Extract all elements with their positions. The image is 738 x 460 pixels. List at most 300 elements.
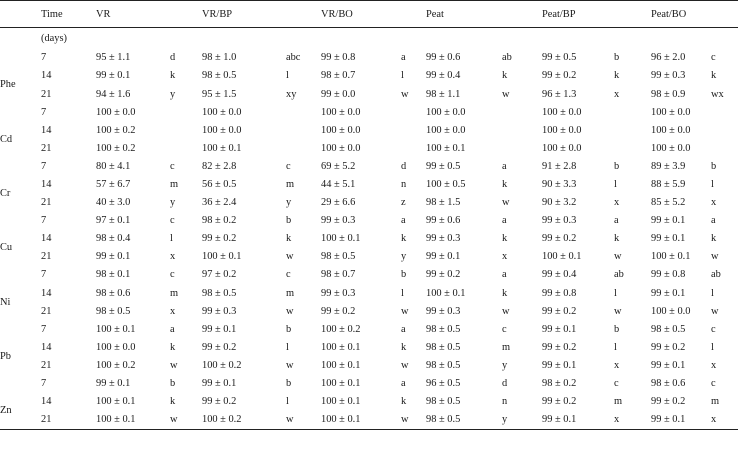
table-row (0, 393, 738, 411)
cell-peat-bp-value: 100 ± 0.0 (542, 142, 582, 154)
cell-peat-letter: y (502, 359, 508, 371)
metal-cell-empty (0, 50, 41, 68)
cell-peat-bp-value: 90 ± 3.3 (542, 179, 577, 190)
cell-vr-bo-letter: a (401, 378, 406, 390)
cell-peat-bp-letter: a (614, 215, 619, 227)
cell-time: 21 (41, 411, 96, 429)
cell-peat-bp-value: 96 ± 1.3 (542, 88, 577, 100)
cell-vr-bp-value: 100 ± 0.0 (202, 106, 242, 118)
cell-vr-value: 97 ± 0.1 (96, 215, 131, 227)
cell-peat-bo-letter: a (711, 215, 716, 227)
cell-peat-value: 99 ± 0.6 (426, 52, 461, 64)
cell-vr-bo-value: 99 ± 0.3 (321, 215, 356, 227)
cell-vr-value: 99 ± 0.1 (96, 70, 131, 82)
cell-peat-bo-letter: k (711, 233, 717, 245)
cell-peat-letter: k (502, 287, 508, 299)
table-row (0, 212, 738, 230)
table-row (0, 194, 738, 212)
cell-vr-bo-value: 98 ± 0.7 (321, 70, 356, 82)
cell-peat-bp-letter: b (614, 323, 620, 335)
cell-vr-bo-letter: d (401, 160, 407, 172)
cell-peat-value: 98 ± 1.5 (426, 197, 461, 209)
cell-peat-value: 99 ± 0.6 (426, 215, 461, 227)
cell-peat-bo-letter: l (711, 287, 714, 299)
cell-vr-value: 40 ± 3.0 (96, 197, 131, 209)
cell-peat-value: 99 ± 0.1 (426, 251, 461, 263)
cell-time: 14 (41, 287, 52, 299)
cell-vr-bp-letter: abc (286, 52, 301, 64)
cell-vr-bp-letter: xy (286, 88, 297, 100)
cell-peat-bo-letter: c (711, 323, 716, 335)
table-row (0, 176, 738, 194)
cell-peat-bo-value: 100 ± 0.0 (651, 106, 691, 118)
table-row (0, 411, 738, 429)
cell-time: 7 (41, 378, 47, 390)
cell-peat-bo-value: 99 ± 0.1 (651, 411, 711, 429)
cell-vr-bo-value: 99 ± 0.8 (321, 52, 356, 64)
cell-peat-letter: k (502, 70, 508, 82)
cell-peat-letter: c (502, 323, 507, 335)
metal-cell-empty (0, 375, 41, 393)
cell-vr-bp-letter: w (286, 251, 294, 263)
cell-peat-bo-letter: m (711, 396, 720, 408)
cell-peat-bp-value: 99 ± 0.1 (542, 359, 577, 371)
cell-peat-bo-value: 89 ± 3.9 (651, 160, 686, 172)
cell-peat-bp-letter: k (614, 70, 620, 82)
cell-peat-bo-value: 100 ± 0.0 (651, 124, 691, 136)
cell-vr-bp-value: 100 ± 0.1 (202, 142, 242, 154)
cell-peat-bo-letter: k (711, 70, 717, 82)
header-peat-letter (502, 1, 542, 28)
metal-label (0, 122, 41, 145)
cell-vr-bp-value: 82 ± 2.8 (202, 160, 237, 172)
cell-peat-bo-value: 88 ± 5.9 (651, 179, 686, 190)
cell-peat-bo-letter (711, 140, 738, 158)
cell-peat-bo-letter: x (711, 411, 738, 429)
cell-vr-bp-letter: w (286, 305, 294, 317)
cell-vr-letter: y (170, 88, 176, 100)
cell-vr-bp-letter: w (286, 359, 294, 371)
cell-peat-bp-letter: x (614, 197, 620, 209)
cell-vr-bp-letter: m (286, 287, 295, 299)
metal-cell-empty (0, 321, 41, 339)
cell-vr-bo-value: 100 ± 0.1 (321, 359, 361, 371)
cell-time: 7 (41, 52, 47, 64)
cell-time: 21 (41, 142, 52, 154)
metal-label (0, 230, 41, 254)
cell-vr-value: 100 ± 0.1 (96, 396, 136, 408)
cell-vr-bp-value: 95 ± 1.5 (202, 88, 237, 100)
cell-peat-bo-value: 99 ± 0.2 (651, 341, 686, 353)
cell-vr-bp-value: 99 ± 0.1 (202, 323, 237, 335)
cell-vr-bo-letter: w (401, 359, 409, 371)
cell-peat-bp-value: 91 ± 2.8 (542, 160, 577, 172)
cell-vr-bp-value: 99 ± 0.3 (202, 305, 237, 317)
cell-time: 7 (41, 323, 47, 335)
metal-label (0, 68, 41, 91)
table-row (0, 249, 738, 267)
cell-peat-bo-value: 100 ± 0.0 (651, 305, 691, 317)
cell-peat-value: 99 ± 0.2 (426, 269, 461, 281)
cell-vr-bo-letter (401, 122, 426, 140)
cell-peat-bo-letter: b (711, 160, 717, 172)
header-peat-bp: Peat/BP (542, 1, 614, 28)
cell-vr-letter (170, 122, 202, 140)
cell-vr-bp-value: 98 ± 0.2 (202, 215, 237, 227)
cell-vr-bp-value: 100 ± 0.0 (202, 124, 242, 136)
header-peat-bo-letter (711, 1, 738, 28)
cell-peat-bo-value: 99 ± 0.1 (651, 215, 686, 227)
cell-peat-value: 99 ± 0.3 (426, 305, 461, 317)
cell-vr-bo-value: 100 ± 0.1 (321, 411, 401, 429)
cell-peat-bp-letter: x (614, 88, 620, 100)
cell-vr-value: 100 ± 0.0 (96, 106, 136, 118)
cell-peat-bp-letter: l (614, 287, 617, 299)
cell-vr-bp-value: 100 ± 0.2 (202, 411, 286, 429)
cell-peat-bp-value: 100 ± 0.1 (542, 251, 582, 263)
cell-peat-bp-value: 90 ± 3.2 (542, 197, 577, 209)
cell-vr-letter: x (170, 251, 176, 263)
cell-vr-bp-value: 36 ± 2.4 (202, 197, 237, 209)
cell-time: 14 (41, 124, 52, 136)
cell-peat-value: 98 ± 0.5 (426, 411, 502, 429)
cell-peat-bo-value: 98 ± 0.6 (651, 378, 686, 390)
cell-vr-bo-value: 100 ± 0.1 (321, 341, 361, 353)
cell-vr-bp-value: 99 ± 0.2 (202, 396, 237, 408)
cell-peat-value: 100 ± 0.5 (426, 179, 466, 190)
cell-vr-bp-value: 99 ± 0.2 (202, 341, 237, 353)
cell-vr-bo-letter (401, 140, 426, 158)
cell-peat-bo-letter: x (711, 359, 717, 371)
cell-peat-letter (502, 140, 542, 158)
cell-peat-bo-letter (711, 104, 738, 122)
cell-peat-bp-letter: x (614, 411, 651, 429)
cell-peat-bo-value: 100 ± 0.1 (651, 251, 691, 263)
cell-vr-letter: c (170, 215, 175, 227)
cell-vr-letter: y (170, 197, 176, 209)
cell-vr-bp-value: 100 ± 0.1 (202, 251, 242, 263)
metal-cell-empty (0, 212, 41, 230)
cell-vr-letter: w (170, 411, 202, 429)
table-row (0, 230, 738, 248)
cell-vr-bp-value: 97 ± 0.2 (202, 269, 237, 281)
cell-vr-bo-value: 99 ± 0.3 (321, 287, 356, 299)
cell-vr-bo-value: 98 ± 0.7 (321, 269, 356, 281)
header-vr-bp-letter (286, 1, 321, 28)
cell-vr-letter: c (170, 269, 175, 281)
cell-peat-bp-letter (614, 140, 651, 158)
metal-label-text: Phe (0, 79, 16, 91)
cell-vr-letter: k (170, 396, 176, 408)
metal-label-text: Cu (0, 242, 13, 254)
cell-vr-bp-letter: c (286, 269, 291, 281)
cell-peat-value: 100 ± 0.0 (426, 106, 466, 118)
table-row (0, 68, 738, 86)
cell-peat-bp-value: 99 ± 0.2 (542, 396, 577, 408)
cell-vr-bp-letter (286, 140, 321, 158)
cell-vr-bo-value: 100 ± 0.0 (321, 106, 361, 118)
cell-vr-bo-letter: k (401, 233, 407, 245)
cell-time: 21 (41, 305, 52, 317)
cell-vr-bo-value: 29 ± 6.6 (321, 197, 356, 209)
cell-vr-bo-letter: k (401, 341, 407, 353)
cell-vr-bp-letter: b (286, 215, 292, 227)
cell-peat-bp-letter (614, 122, 651, 140)
cell-peat-bo-letter: x (711, 197, 717, 209)
cell-peat-value: 99 ± 0.3 (426, 233, 461, 245)
table-row (0, 50, 738, 68)
cell-vr-letter: k (170, 341, 176, 353)
cell-peat-bo-letter (711, 122, 738, 140)
cell-peat-bo-value: 99 ± 0.2 (651, 396, 686, 408)
cell-vr-bp-value: 100 ± 0.2 (202, 359, 242, 371)
cell-vr-bo-value: 99 ± 0.2 (321, 305, 356, 317)
cell-peat-bp-value: 99 ± 0.4 (542, 269, 577, 281)
cell-peat-value: 100 ± 0.0 (426, 124, 466, 136)
cell-vr-bo-letter: l (401, 287, 404, 299)
metal-label-text: Ni (0, 296, 11, 308)
cell-vr-bo-letter: n (401, 179, 407, 190)
metal-label-text: Zn (0, 405, 12, 417)
cell-peat-letter: ab (502, 52, 512, 64)
cell-vr-value: 99 ± 0.1 (96, 378, 131, 390)
table-row (0, 375, 738, 393)
cell-vr-bo-letter: y (401, 251, 407, 263)
cell-peat-value: 98 ± 1.1 (426, 88, 461, 100)
table-row (0, 303, 738, 321)
cell-peat-bp-letter: w (614, 305, 622, 317)
cell-peat-bo-letter: c (711, 378, 716, 390)
cell-peat-bp-value: 98 ± 0.2 (542, 378, 577, 390)
cell-peat-bp-letter: ab (614, 269, 624, 281)
table-row (0, 86, 738, 104)
cell-vr-letter: k (170, 70, 176, 82)
cell-peat-bp-letter: m (614, 396, 623, 408)
cell-vr-value: 100 ± 0.0 (96, 341, 136, 353)
table-row (0, 321, 738, 339)
cell-vr-value: 95 ± 1.1 (96, 52, 131, 64)
cell-vr-bo-letter: a (401, 323, 406, 335)
unit-row-spacer (96, 28, 738, 50)
cell-vr-bo-letter: k (401, 396, 407, 408)
cell-peat-bo-value: 98 ± 0.9 (651, 88, 686, 100)
unit-row (0, 28, 738, 50)
cell-vr-value: 80 ± 4.1 (96, 160, 131, 172)
cell-peat-value: 99 ± 0.4 (426, 70, 461, 82)
cell-peat-bp-value: 100 ± 0.0 (542, 106, 582, 118)
header-vr-bo-letter (401, 1, 426, 28)
metal-label (0, 285, 41, 308)
cell-time: 14 (41, 179, 52, 190)
cell-vr-bo-value: 100 ± 0.1 (321, 378, 361, 390)
header-metal (0, 1, 41, 28)
cell-peat-letter: m (502, 341, 511, 353)
cell-time: 7 (41, 215, 47, 227)
cell-peat-bo-letter: wx (711, 88, 724, 100)
cell-peat-bo-value: 98 ± 0.5 (651, 323, 686, 335)
cell-vr-bp-letter: w (286, 411, 321, 429)
cell-peat-value: 100 ± 0.1 (426, 287, 466, 299)
table-row (0, 158, 738, 176)
cell-vr-letter: m (170, 179, 179, 190)
cell-vr-bp-value: 99 ± 0.2 (202, 233, 237, 245)
cell-peat-bp-value: 99 ± 0.2 (542, 70, 577, 82)
cell-vr-value: 98 ± 0.4 (96, 233, 131, 245)
cell-vr-bo-letter: w (401, 305, 409, 317)
cell-peat-value: 99 ± 0.5 (426, 160, 461, 172)
cell-vr-value: 100 ± 0.1 (96, 323, 136, 335)
cell-peat-letter: w (502, 197, 510, 209)
cell-vr-value: 94 ± 1.6 (96, 88, 131, 100)
metal-cell-empty (0, 158, 41, 176)
cell-vr-bp-letter: b (286, 323, 292, 335)
cell-vr-bo-letter: z (401, 197, 406, 209)
header-row (0, 1, 738, 28)
cell-peat-bp-letter: c (614, 378, 619, 390)
cell-peat-letter (502, 122, 542, 140)
cell-time: 14 (41, 233, 52, 245)
cell-peat-bp-letter: w (614, 251, 622, 263)
cell-vr-bo-letter: b (401, 269, 407, 281)
cell-vr-bp-letter: l (286, 396, 289, 408)
cell-peat-bo-letter: l (711, 179, 714, 190)
cell-time: 14 (41, 396, 52, 408)
cell-peat-bo-value: 96 ± 2.0 (651, 52, 686, 64)
header-peat: Peat (426, 1, 502, 28)
cell-peat-bp-value: 99 ± 0.2 (542, 233, 577, 245)
cell-vr-letter: b (170, 378, 176, 390)
header-vr-bp: VR/BP (202, 1, 286, 28)
metal-cell-empty (0, 104, 41, 122)
header-vr-letter (170, 1, 202, 28)
cell-vr-bp-letter: b (286, 378, 292, 390)
cell-vr-value: 99 ± 0.1 (96, 251, 131, 263)
metal-cell-empty (0, 267, 41, 285)
cell-vr-bo-value: 99 ± 0.0 (321, 88, 356, 100)
cell-vr-value: 100 ± 0.2 (96, 124, 136, 136)
cell-peat-letter: x (502, 251, 508, 263)
cell-peat-value: 98 ± 0.5 (426, 396, 461, 408)
cell-peat-bp-value: 99 ± 0.5 (542, 52, 577, 64)
table-row (0, 339, 738, 357)
cell-vr-bo-letter (401, 104, 426, 122)
cell-peat-letter: k (502, 179, 508, 190)
table-body (0, 28, 738, 430)
metal-label-text: Cr (0, 188, 11, 199)
cell-vr-bo-value: 100 ± 0.0 (321, 124, 361, 136)
cell-vr-bo-value: 44 ± 5.1 (321, 179, 356, 190)
cell-vr-bo-value: 69 ± 5.2 (321, 160, 356, 172)
time-unit: (days) (41, 32, 67, 44)
cell-peat-bp-letter: l (614, 179, 617, 190)
cell-peat-bo-letter: l (711, 341, 714, 353)
cell-vr-bo-letter: l (401, 70, 404, 82)
cell-peat-bp-value: 99 ± 0.1 (542, 323, 577, 335)
cell-time: 21 (41, 359, 52, 371)
cell-peat-bo-value: 85 ± 5.2 (651, 197, 686, 209)
cell-peat-bp-letter: b (614, 52, 620, 64)
header-time: Time (41, 1, 96, 28)
table-row (0, 357, 738, 375)
cell-vr-bp-letter (286, 104, 321, 122)
cell-time: 14 (41, 70, 52, 82)
cell-vr-bp-value: 98 ± 1.0 (202, 52, 237, 64)
cell-vr-value: 98 ± 0.1 (96, 269, 131, 281)
cell-vr-value: 100 ± 0.2 (96, 142, 136, 154)
cell-peat-bp-value: 99 ± 0.2 (542, 305, 577, 317)
cell-peat-bo-value: 99 ± 0.8 (651, 269, 686, 281)
cell-peat-bo-value: 99 ± 0.1 (651, 359, 686, 371)
metal-label-text: Pb (0, 350, 11, 362)
cell-vr-bo-value: 100 ± 0.2 (321, 323, 361, 335)
cell-peat-bo-value: 99 ± 0.3 (651, 70, 686, 82)
cell-peat-letter: n (502, 396, 508, 408)
cell-peat-letter: a (502, 160, 507, 172)
cell-vr-value: 98 ± 0.6 (96, 287, 131, 299)
cell-vr-bp-letter (286, 122, 321, 140)
cell-time: 21 (41, 197, 52, 209)
cell-vr-letter: l (170, 233, 173, 245)
cell-peat-bo-value: 100 ± 0.0 (651, 142, 691, 154)
cell-vr-bp-value: 99 ± 0.1 (202, 378, 237, 390)
metal-label (0, 393, 41, 417)
table-row (0, 140, 738, 158)
cell-peat-bp-letter: k (614, 233, 620, 245)
cell-time: 14 (41, 341, 52, 353)
header-peat-bo: Peat/BO (651, 1, 711, 28)
cell-peat-letter: d (502, 378, 508, 390)
cell-vr-bo-letter: w (401, 411, 426, 429)
cell-vr-letter: d (170, 52, 176, 64)
header-peat-bp-letter (614, 1, 651, 28)
cell-vr-bp-letter: y (286, 197, 292, 209)
cell-peat-bp-value: 99 ± 0.3 (542, 215, 577, 227)
metal-label (0, 176, 41, 199)
cell-peat-letter: y (502, 411, 542, 429)
cell-peat-bo-letter: w (711, 251, 719, 263)
cell-peat-bo-value: 99 ± 0.1 (651, 233, 686, 245)
cell-vr-bo-letter: a (401, 215, 406, 227)
cell-peat-bp-letter (614, 104, 651, 122)
metal-label (0, 339, 41, 362)
cell-vr-bo-value: 98 ± 0.5 (321, 251, 356, 263)
cell-peat-bp-value: 99 ± 0.1 (542, 411, 614, 429)
cell-peat-letter: a (502, 215, 507, 227)
cell-peat-value: 96 ± 0.5 (426, 378, 461, 390)
cell-peat-letter: a (502, 269, 507, 281)
cell-peat-value: 98 ± 0.5 (426, 341, 461, 353)
cell-vr-bp-letter: m (286, 179, 295, 190)
cell-peat-bp-value: 99 ± 0.8 (542, 287, 577, 299)
cell-vr-letter: c (170, 160, 175, 172)
cell-peat-bo-letter: c (711, 52, 716, 64)
cell-peat-letter (502, 104, 542, 122)
cell-vr-bp-value: 98 ± 0.5 (202, 287, 237, 299)
cell-peat-value: 98 ± 0.5 (426, 323, 461, 335)
cell-peat-bp-value: 99 ± 0.2 (542, 341, 577, 353)
table-row (0, 267, 738, 285)
cell-vr-letter: m (170, 287, 179, 299)
header-vr-bo: VR/BO (321, 1, 401, 28)
metal-label-text: Cd (0, 133, 13, 145)
cell-time: 7 (41, 269, 47, 281)
cell-time: 7 (41, 160, 47, 172)
cell-peat-letter: w (502, 305, 510, 317)
cell-vr-letter: x (170, 305, 176, 317)
cell-peat-bp-letter: b (614, 160, 620, 172)
cell-vr-value: 100 ± 0.1 (96, 411, 170, 429)
cell-vr-letter (170, 140, 202, 158)
